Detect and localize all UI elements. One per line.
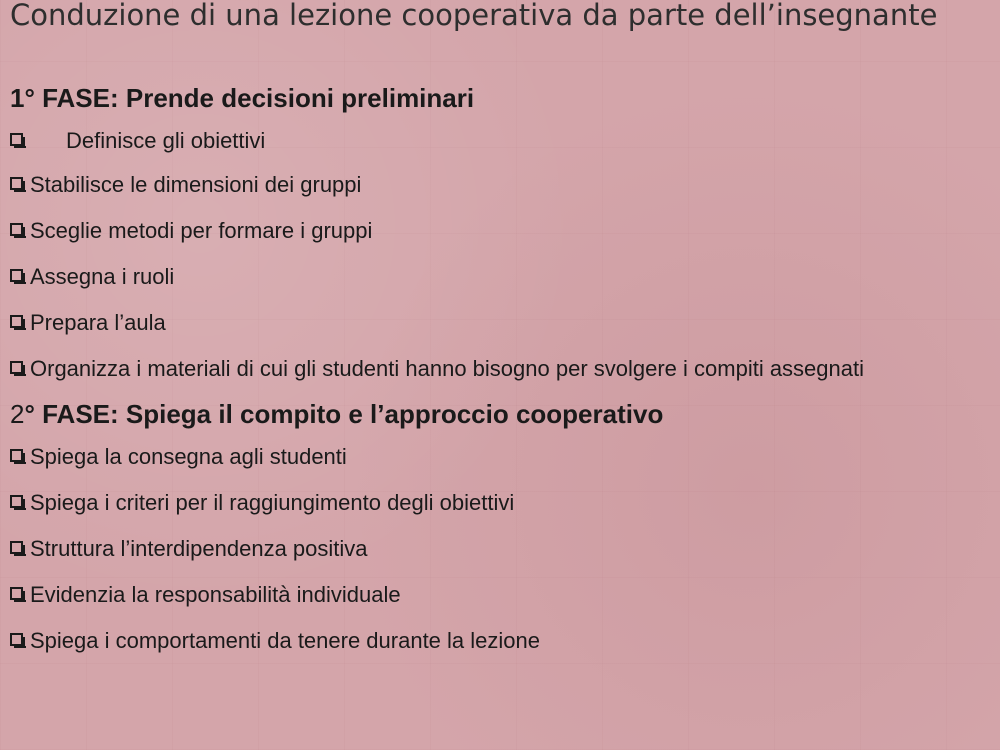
slide-content [10, 80, 985, 674]
list-item-text: Spiega i comportamenti da tenere durante la lezione [30, 628, 540, 653]
list-item [10, 356, 985, 382]
list-item [10, 172, 985, 198]
list-item-text: Struttura l’interdipendenza positiva [30, 536, 368, 561]
checkbox-bullet-icon [10, 133, 23, 146]
phase-2-heading-text: ° FASE: Spiega il compito e l’approccio cooperativo [24, 399, 664, 429]
list-item-text: Organizza i materiali di cui gli studenti hanno bisogno per svolgere i compiti assegnati [30, 356, 865, 381]
list-item [10, 444, 985, 470]
checkbox-bullet-icon [10, 587, 23, 600]
checkbox-bullet-icon [10, 449, 23, 462]
list-item [10, 264, 985, 290]
list-item-text: Stabilisce le dimensioni dei gruppi [30, 172, 362, 197]
checkbox-bullet-icon [10, 495, 23, 508]
list-item-text: Definisce gli obiettivi [66, 128, 266, 153]
list-item [10, 218, 985, 244]
list-item [10, 310, 985, 336]
checkbox-bullet-icon [10, 541, 23, 554]
list-item-text: Spiega i criteri per il raggiungimento degli obiettivi [30, 490, 515, 515]
list-item-text: Prepara l’aula [30, 310, 166, 335]
list-item [10, 536, 985, 562]
list-item [10, 582, 985, 608]
slide-title: Conduzione di una lezione cooperativa da parte dell’insegnante [10, 0, 938, 32]
checkbox-bullet-icon [10, 223, 23, 236]
checkbox-bullet-icon [10, 269, 23, 282]
phase-2-list [10, 444, 985, 654]
checkbox-bullet-icon [10, 633, 23, 646]
list-item [10, 490, 985, 516]
phase-2-heading [10, 396, 985, 432]
list-item-text: Evidenzia la responsabilità individuale [30, 582, 401, 607]
phase-1-list [10, 128, 985, 382]
checkbox-bullet-icon [10, 361, 23, 374]
checkbox-bullet-icon [10, 315, 23, 328]
list-item-text: Spiega la consegna agli studenti [30, 444, 347, 469]
checkbox-bullet-icon [10, 177, 23, 190]
list-item-text: Sceglie metodi per formare i gruppi [30, 218, 373, 243]
list-item [10, 628, 985, 654]
phase-1-heading: 1° FASE: Prende decisioni preliminari [10, 83, 475, 113]
list-item [10, 128, 985, 154]
phase-2-number: 2 [10, 399, 25, 429]
list-item-text: Assegna i ruoli [30, 264, 175, 289]
